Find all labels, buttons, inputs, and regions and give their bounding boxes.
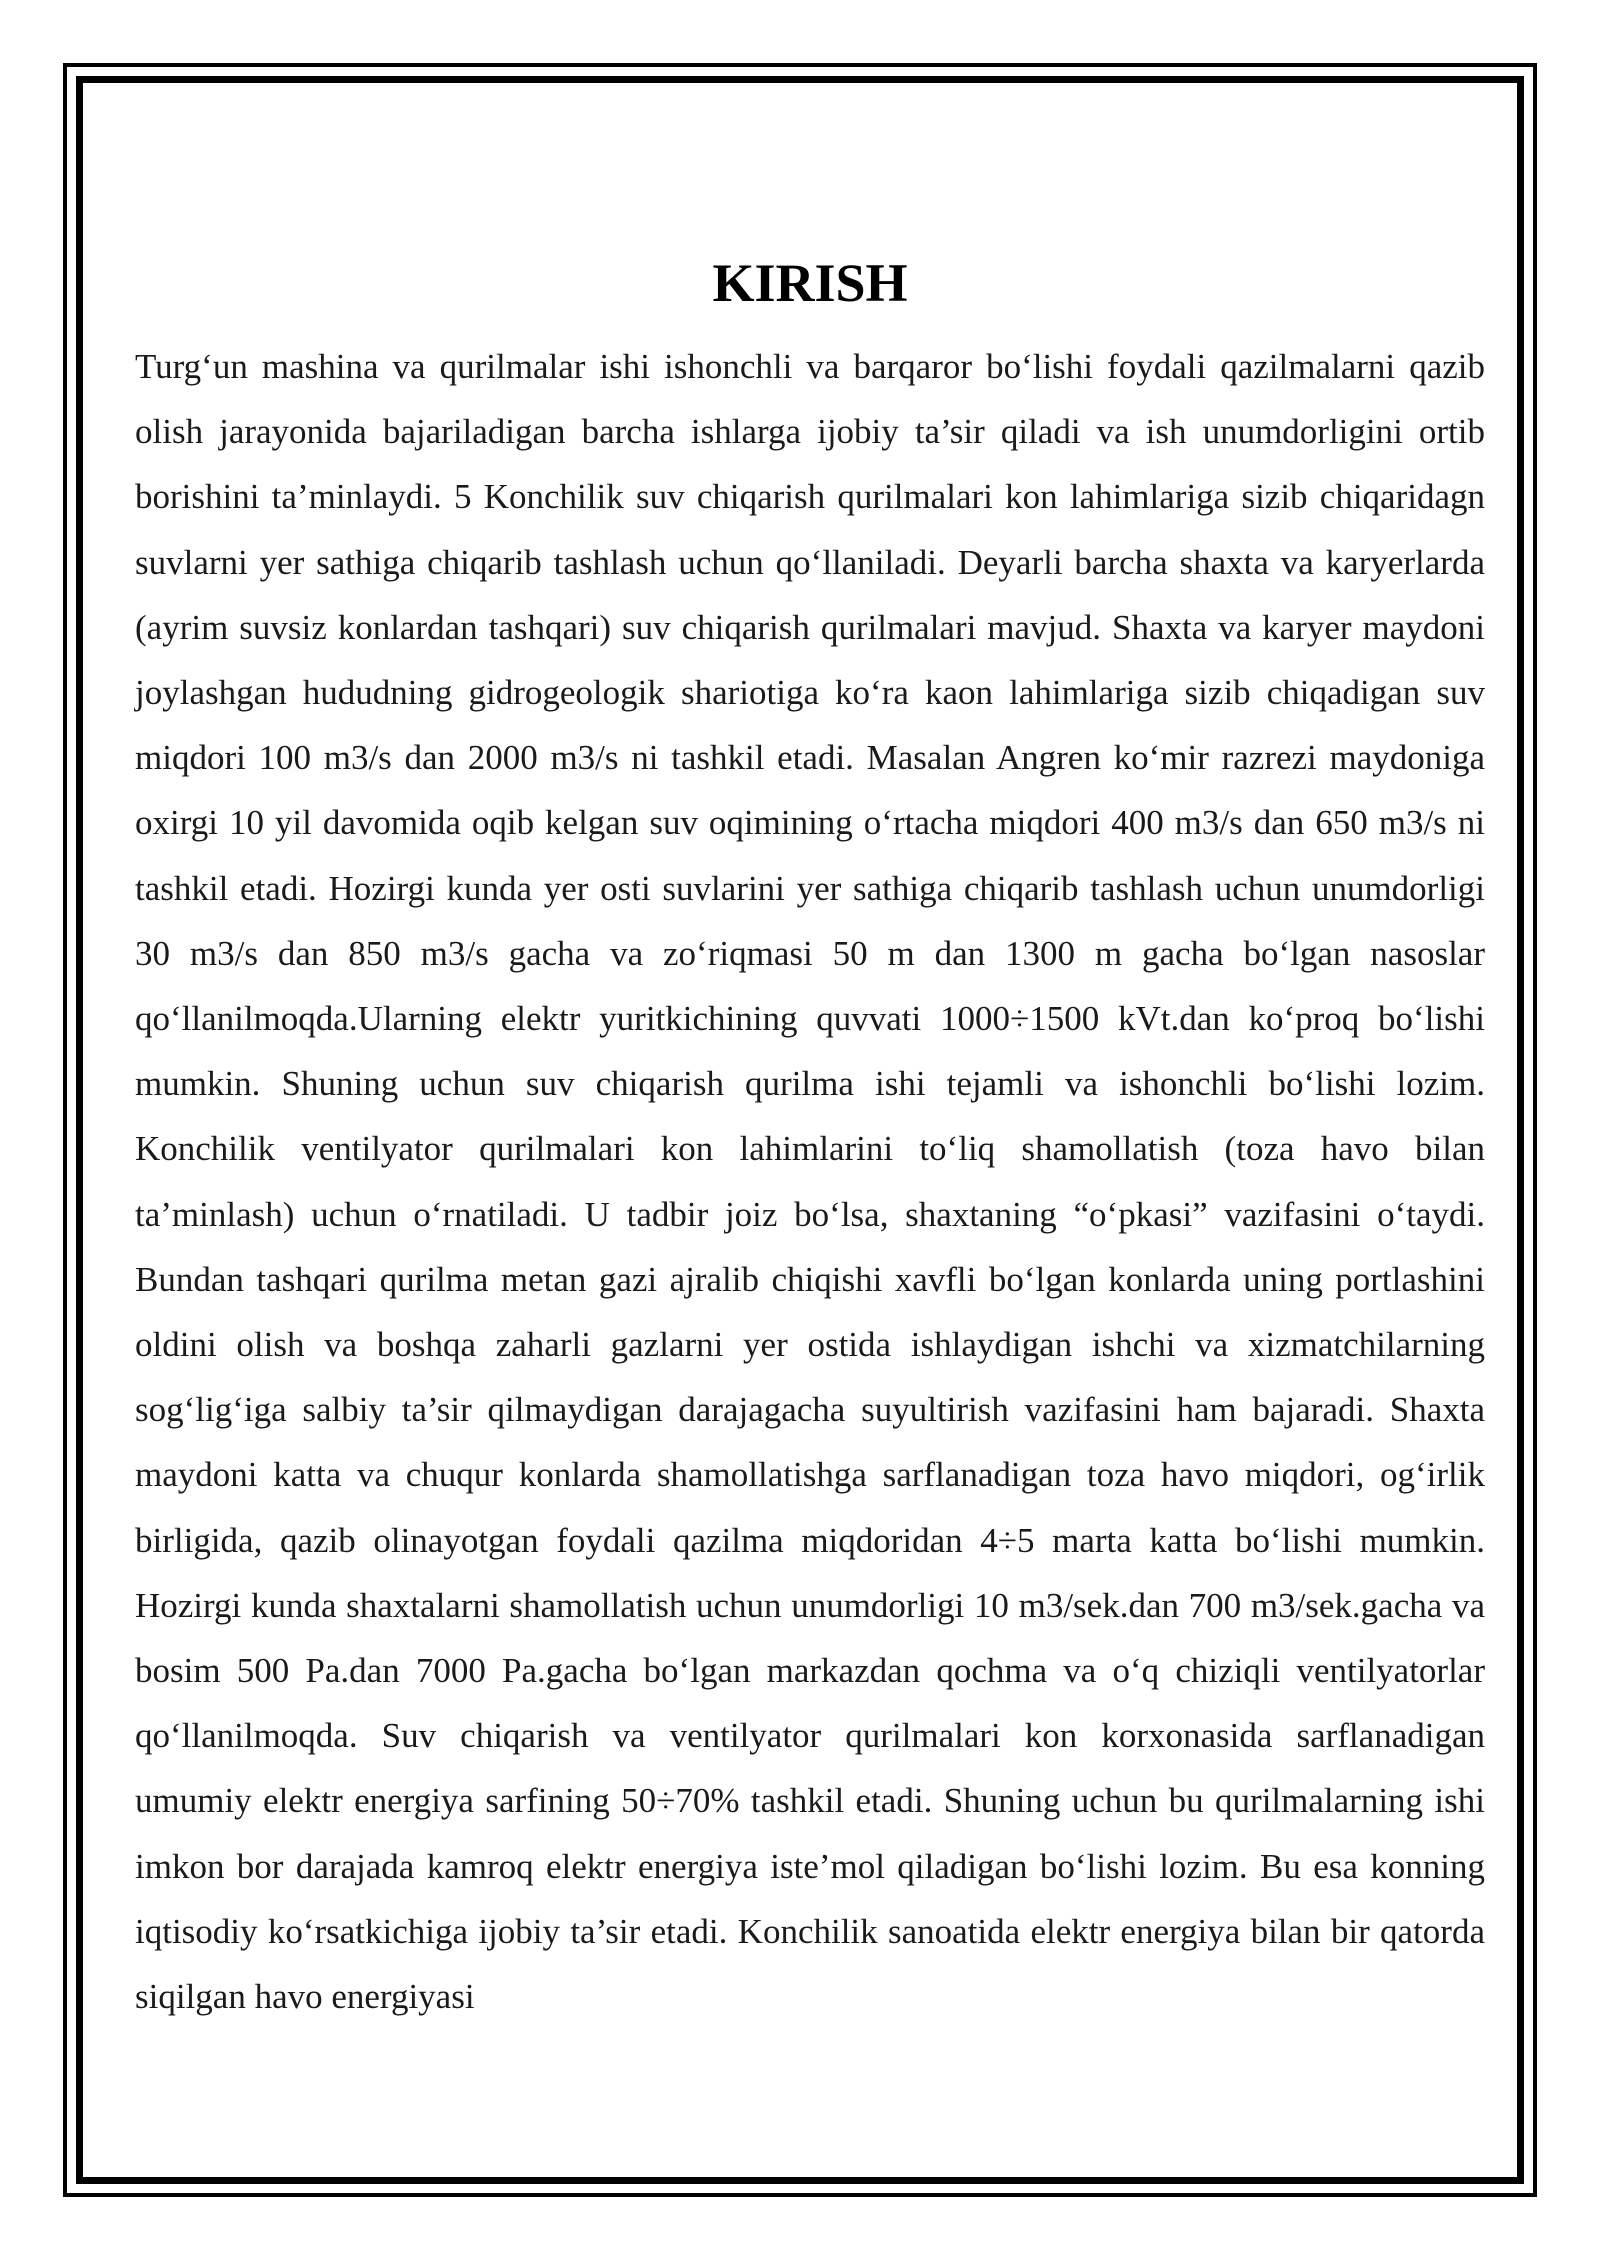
page-title: KIRISH [712, 253, 908, 313]
document-page [135, 240, 1485, 2029]
body-paragraph: Turg‘un mashina va qurilmalar ishi ishonchli va barqaror bo‘lishi foydali qazilmalarni qazib olish jarayonida bajariladigan barcha ishlarga ijobiy ta’sir qiladi va ish unumdorligini ortib borishini ta’minlaydi. 5 Konchilik suv chiqarish qurilmalari kon lahimlariga sizib chiqaridagn suvlarni yer sathiga chiqarib tashlash uchun qo‘llaniladi. Deyarli barcha shaxta va karyerlarda (ayrim suvsiz konlardan tashqari) suv chiqarish qurilmalari mavjud. Shaxta va karyer maydoni joylashgan hududning gidrogeologik shariotiga ko‘ra kaon lahimlariga sizib chiqadigan suv miqdori 100 m3/s dan 2000 m3/s ni tashkil etadi. Masalan Angren ko‘mir razrezi maydoniga oxirgi 10 yil davomida oqib kelgan suv oqimining o‘rtacha miqdori 400 m3/s dan 650 m3/s ni tashkil etadi. Hozirgi kunda yer osti suvlarini yer sathiga chiqarib tashlash uchun unumdorligi 30 m3/s dan 850 m3/s gacha va zo‘riqmasi 50 m dan 1300 m gacha bo‘lgan nasoslar qo‘llanilmoqda.Ularning elektr yuritkichining quvvati 1000÷1500 kVt.dan ko‘proq bo‘lishi mumkin. Shuning uchun suv chiqarish qurilma ishi tejamli va ishonchli bo‘lishi lozim. Konchilik ventilyator qurilmalari kon lahimlarini to‘liq shamollatish (toza havo bilan ta’minlash) uchun o‘rnatiladi. U tadbir joiz bo‘lsa, shaxtaning “o‘pkasi” vazifasini o‘taydi. Bundan tashqari qurilma metan gazi ajralib chiqishi xavfli bo‘lgan konlarda uning portlashini oldini olish va boshqa zaharli gazlarni yer ostida ishlaydigan ishchi va xizmatchilarning sog‘lig‘iga salbiy ta’sir qilmaydigan darajagacha suyultirish vazifasini ham bajaradi. Shaxta maydoni katta va chuqur konlarda shamollatishga sarflanadigan toza havo miqdori, og‘irlik birligida, qazib olinayotgan foydali qazilma miqdoridan 4÷5 marta katta bo‘lishi mumkin. Hozirgi kunda shaxtalarni shamollatish uchun unumdorligi 10 m3/sek.dan 700 m3/sek.gacha va bosim 500 Pa.dan 7000 Pa.gacha bo‘lgan markazdan qochma va o‘q chiziqli ventilyatorlar qo‘llanilmoqda. Suv chiqarish va ventilyator qurilmalari kon korxonasida sarflanadigan umumiy elektr energiya sarfining 50÷70% tashkil etadi. Shuning uchun bu qurilmalarning ishi imkon bor darajada kamroq elektr energiya iste’mol qiladigan bo‘lishi lozim. Bu esa konning iqtisodiy ko‘rsatkichiga ijobiy ta’sir etadi. Konchilik sanoatida elektr energiya bilan bir qatorda siqilgan havo energiyasi [135, 347, 1485, 2017]
